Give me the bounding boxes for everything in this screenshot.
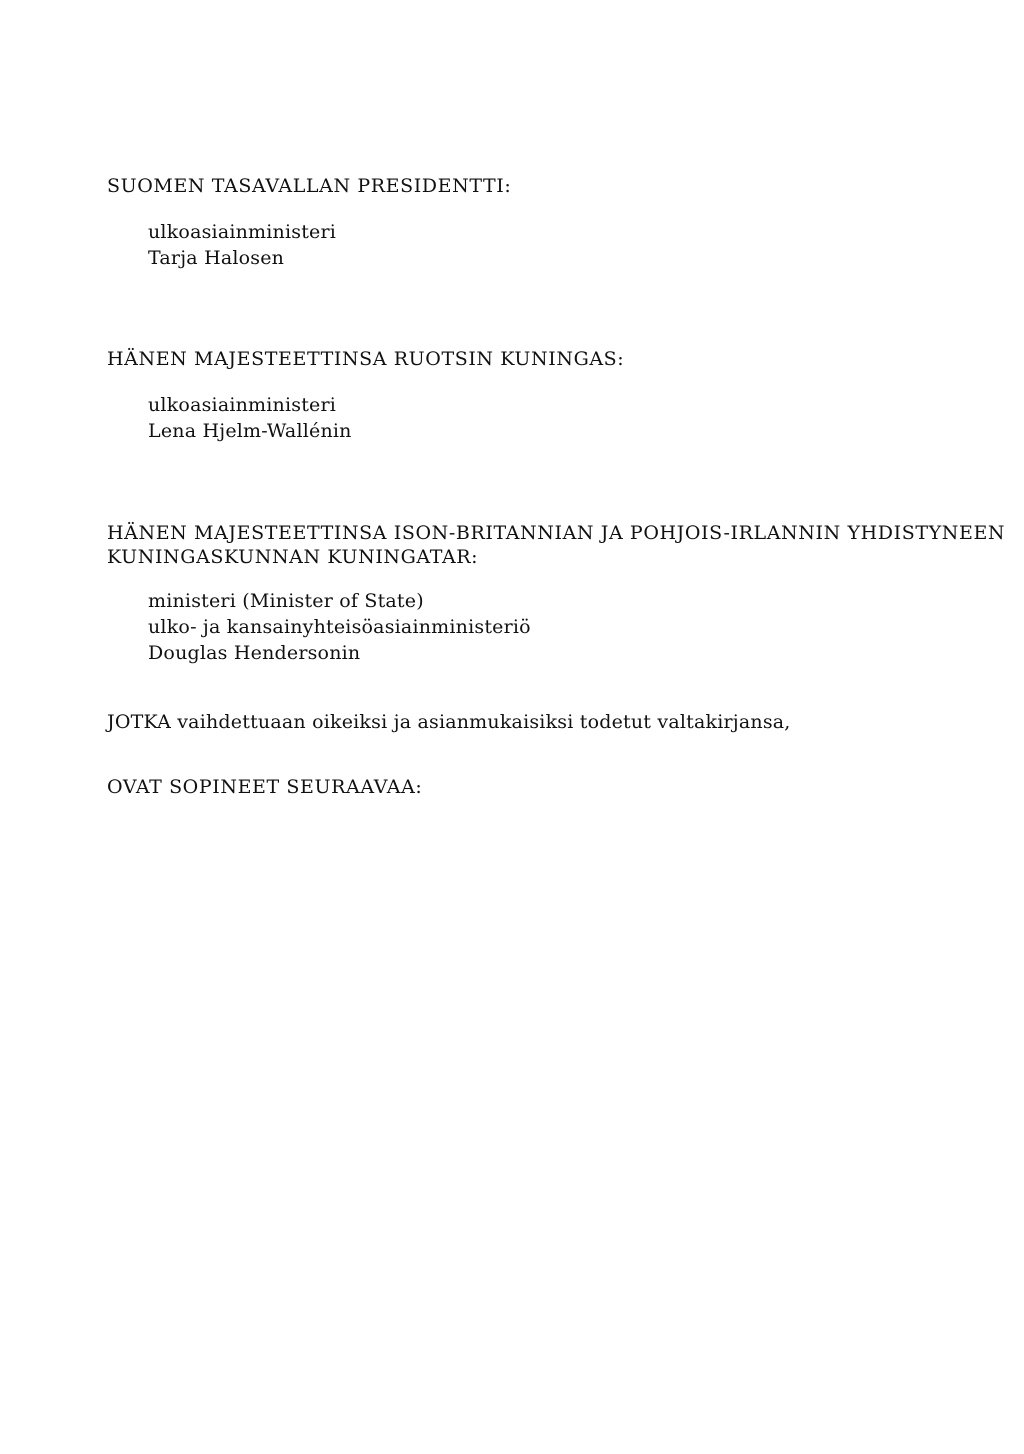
party-united-kingdom [107, 521, 1006, 665]
party-title: ulkoasiainministeri [148, 221, 337, 243]
jotka-line: JOTKA vaihdettuaan oikeiksi ja asianmukaisiksi todetut valtakirjansa, [107, 711, 791, 733]
agreement-clause [107, 775, 964, 799]
party-heading: HÄNEN MAJESTEETTINSA RUOTSIN KUNINGAS: [107, 348, 625, 370]
party-title: ministeri (Minister of State) [148, 590, 424, 612]
party-name: Tarja Halosen [148, 247, 285, 269]
party-ministry: ulko- ja kansainyhteisöasiainministeriö [148, 616, 531, 638]
party-finland [107, 174, 964, 270]
party-title: ulkoasiainministeri [148, 394, 337, 416]
party-name: Douglas Hendersonin [148, 642, 361, 664]
agreed-line: OVAT SOPINEET SEURAAVAA: [107, 776, 423, 798]
party-heading-line-1: HÄNEN MAJESTEETTINSA ISON-BRITANNIAN JA POHJOIS-IRLANNIN YHDISTYNEEN [107, 522, 1006, 544]
party-sweden [107, 347, 964, 443]
party-heading-line-2: KUNINGASKUNNAN KUNINGATAR: [107, 546, 479, 568]
jotka-clause [107, 710, 964, 734]
party-name: Lena Hjelm-Wallénin [148, 420, 352, 442]
party-heading: SUOMEN TASAVALLAN PRESIDENTTI: [107, 175, 512, 197]
